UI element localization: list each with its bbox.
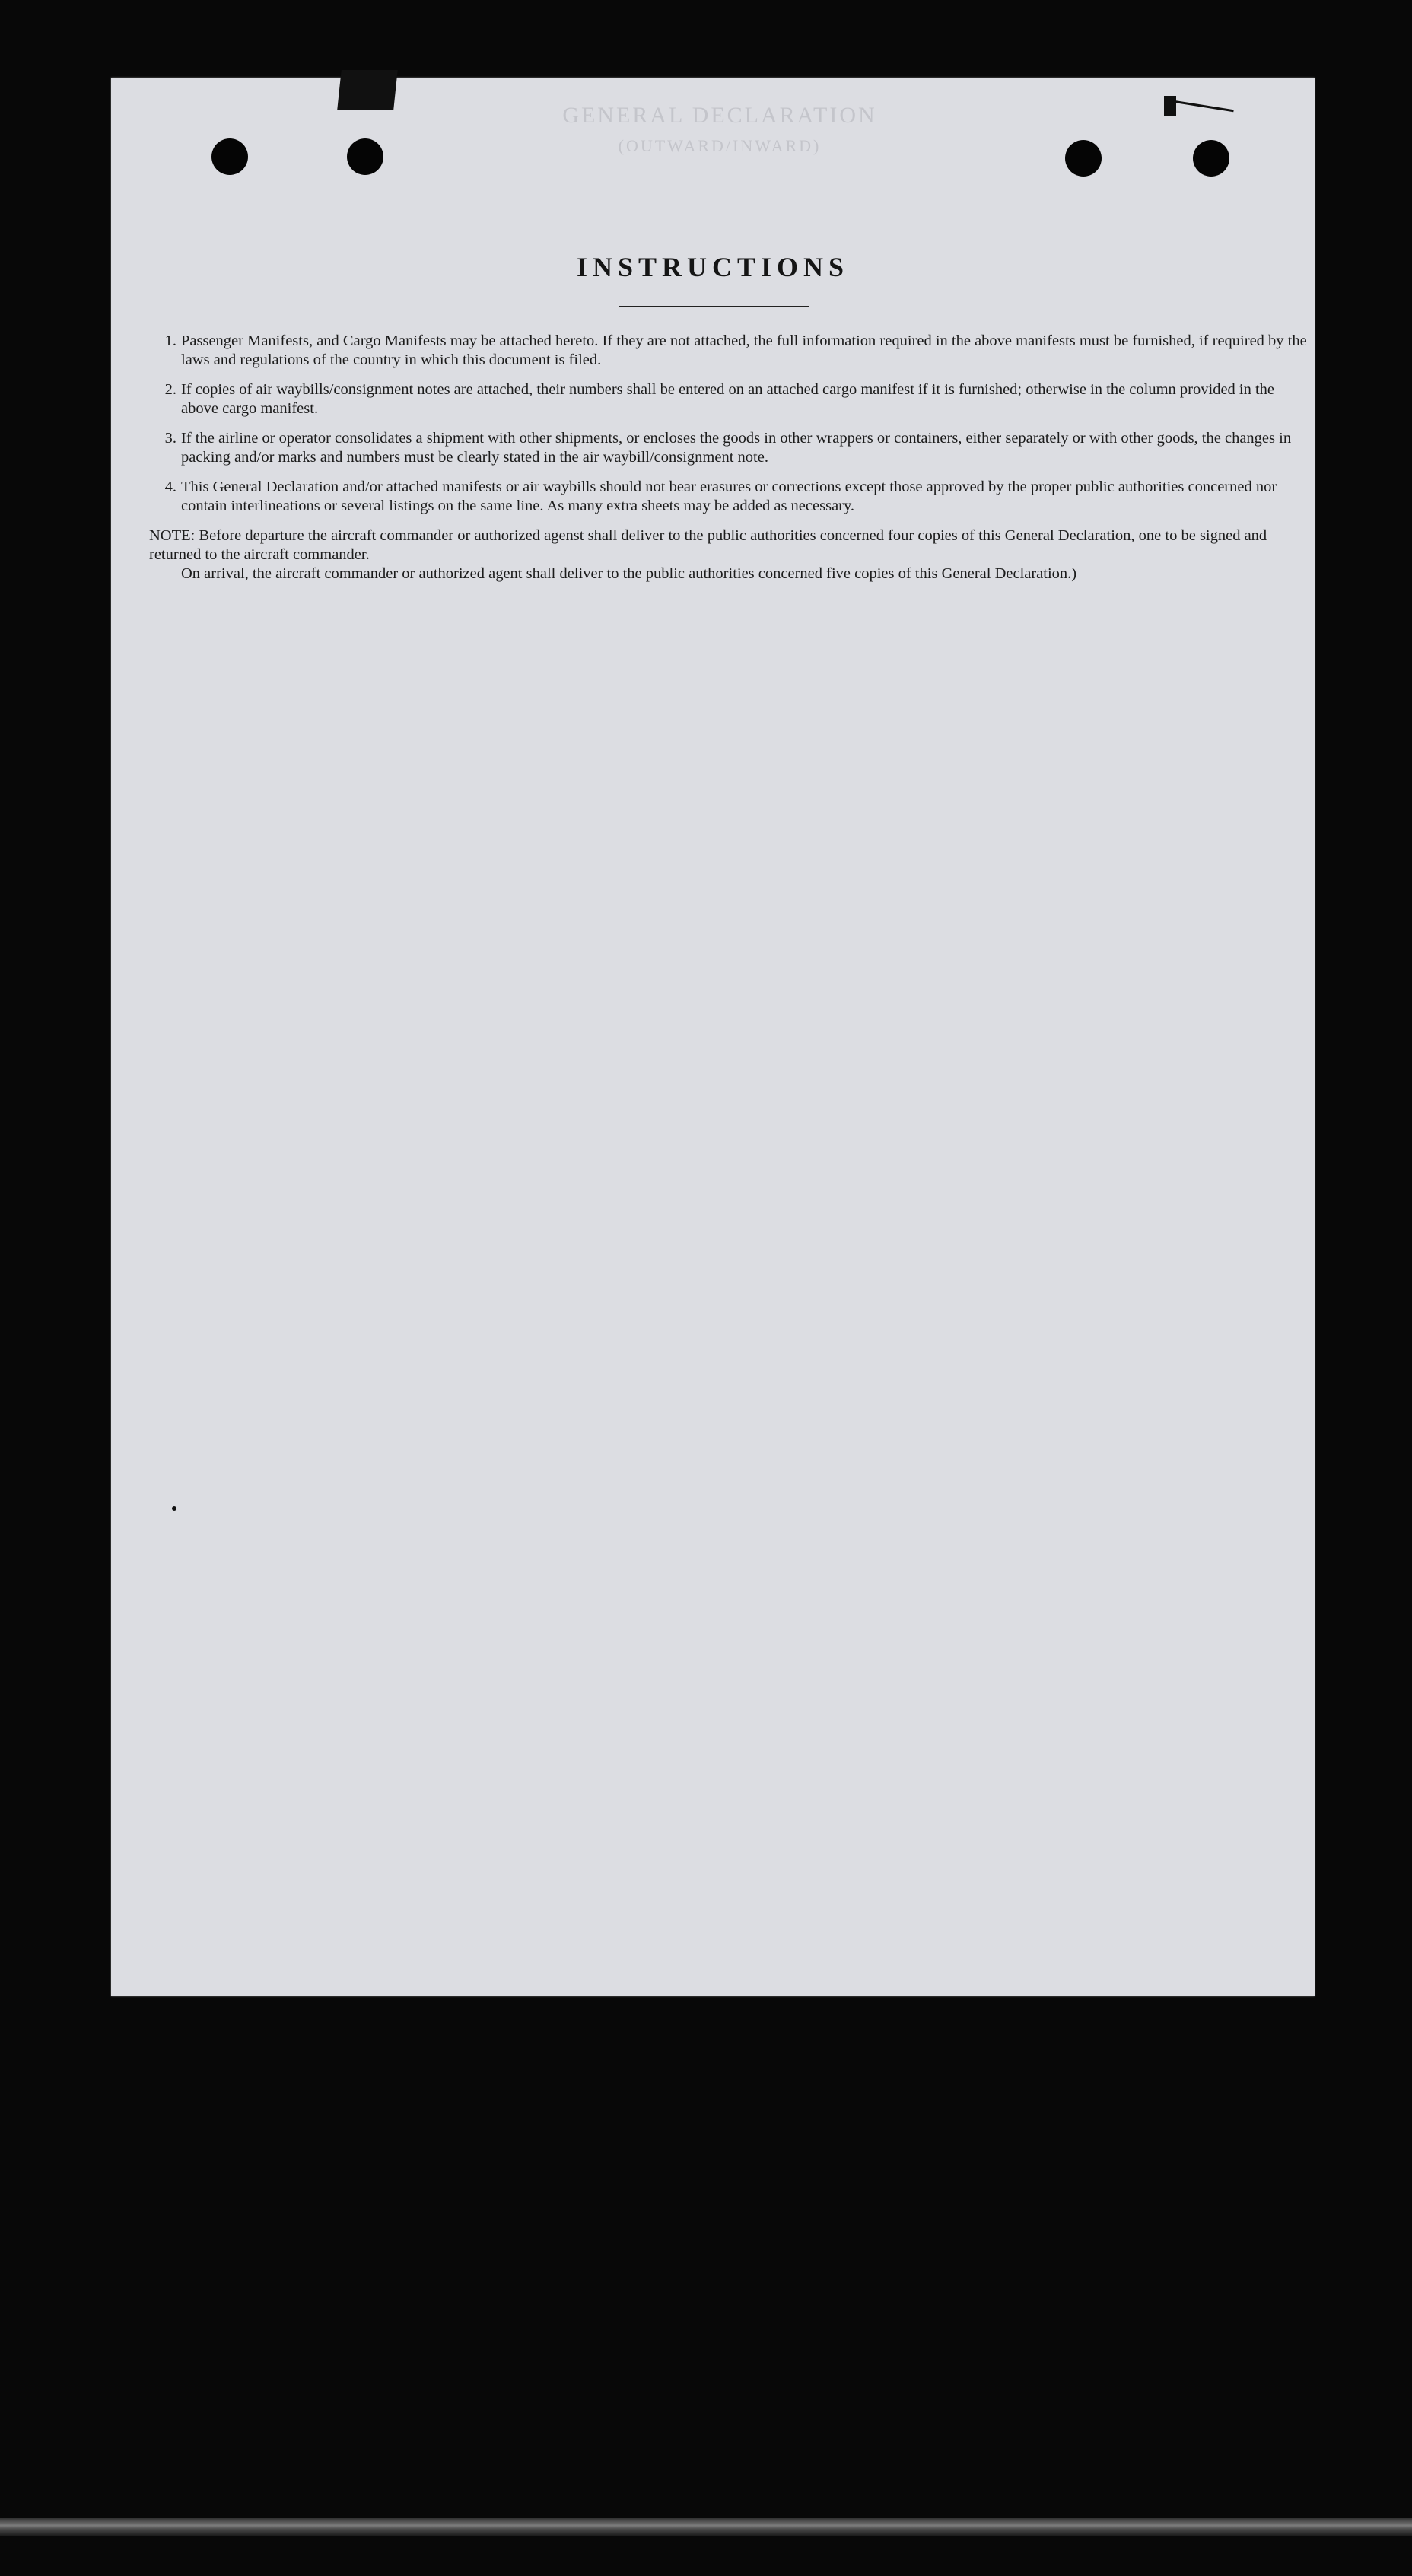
note-label: NOTE: xyxy=(149,527,196,544)
title-underline xyxy=(619,306,809,307)
film-edge-band xyxy=(0,2518,1412,2536)
document-page xyxy=(111,78,1315,1996)
punch-hole-1 xyxy=(211,138,248,175)
torn-tab-mark xyxy=(337,70,397,110)
note-text: Before departure the aircraft commander or authorized agenst shall deliver to the public authorities concerned four copies of this General Declaration, one to be signed and returned to the aircraft commander. xyxy=(149,527,1267,563)
item-text: If copies of air waybills/consignment notes are attached, their numbers shall be entered on an attached cargo manifest if it is furnished; otherwise in the column provided in the above cargo manifest. xyxy=(181,381,1275,417)
instruction-item-4 xyxy=(149,478,1313,516)
punch-hole-2 xyxy=(347,138,383,175)
page-title: INSTRUCTIONS xyxy=(576,252,850,282)
instruction-item-3 xyxy=(149,429,1313,467)
item-text: This General Declaration and/or attached manifests or air waybills should not bear erasures or corrections except those approved by the proper public authorities concerned nor contain interlineations or several listings on the same line. As many extra sheets may be added as necessary. xyxy=(181,479,1277,514)
note-block xyxy=(149,526,1313,584)
item-number: 3. xyxy=(164,430,176,447)
item-text: Passenger Manifests, and Cargo Manifests may be attached hereto. If they are not attached, the full information required in the above manifests must be furnished, if required by the laws and regulations of the country in which this document is filed. xyxy=(181,332,1307,368)
punch-hole-4 xyxy=(1193,140,1229,177)
item-number: 1. xyxy=(164,332,176,349)
item-text: If the airline or operator consolidates a shipment with other shipments, or encloses the goods in other wrappers or containers, either separately or with other goods, the changes in packing and/or marks and numbers must be clearly stated in the air waybill/consignment note. xyxy=(181,430,1292,466)
note-paragraph xyxy=(149,526,1313,564)
dust-speck xyxy=(172,1506,176,1511)
instruction-item-1 xyxy=(149,332,1313,370)
item-number: 2. xyxy=(164,381,176,398)
bleed-through-header xyxy=(522,100,917,161)
instruction-item-2 xyxy=(149,380,1313,418)
bleed-through-line-1: GENERAL DECLARATION xyxy=(562,103,877,128)
corner-clip-mark xyxy=(1164,96,1176,116)
bleed-through-line-2: (OUTWARD/INWARD) xyxy=(618,136,822,155)
item-number: 4. xyxy=(164,479,176,495)
corner-clip-line xyxy=(1173,100,1233,112)
note-continuation: On arrival, the aircraft commander or authorized agent shall deliver to the public authorities concerned five copies of this General Declaration.) xyxy=(181,565,1077,582)
instructions-list xyxy=(149,332,1313,584)
punch-hole-3 xyxy=(1065,140,1102,177)
